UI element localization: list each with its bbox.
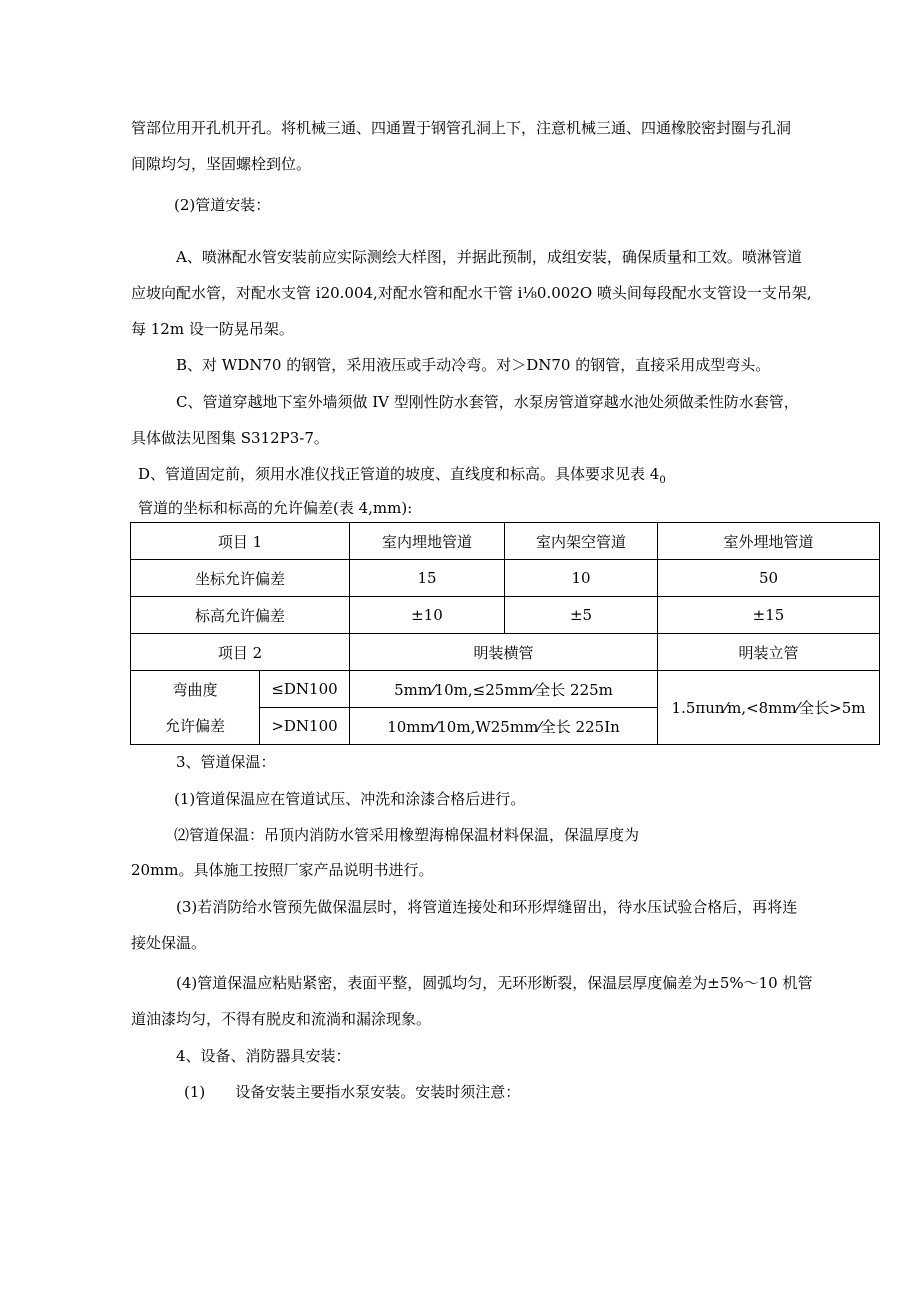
table-cell: 10mm⁄10m,W25mm⁄全长 225In [350,708,658,745]
table-cell: 50 [658,560,880,597]
table-cell: ±5 [505,597,658,634]
table-cell: ±15 [658,597,880,634]
table-header-cell: 项目 2 [131,634,350,671]
table-header-cell: 明装立管 [658,634,880,671]
paragraph-line: C、管道穿越地下室外墙须做 IV 型刚性防水套管，水泵房管道穿越水池处须做柔性防水套管， [176,393,799,411]
table-cell: 坐标允许偏差 [131,560,350,597]
table-row [131,560,880,597]
paragraph-line: B、对 WDN70 的钢管，采用液压或手动冷弯。对＞DN70 的钢管，直接采用成型弯头。 [176,356,771,374]
table-row [131,671,880,708]
paragraph-line: ⑵管道保温：吊顶内消防水管采用橡塑海棉保温材料保温，保温厚度为 [174,826,640,844]
table-row [131,597,880,634]
paragraph-line [184,1082,520,1102]
paragraph-line: 应坡向配水管，对配水支管 i20.004,对配水管和配水干管 i⅛0.002O 喷头间每段配水支管设一支吊架, [131,284,812,302]
bend-tolerance-label [131,671,260,745]
paragraph-line: (1)管道保温应在管道试压、冲洗和涂漆合格后进行。 [174,790,526,808]
paragraph-line: 每 12m 设一防晃吊架。 [131,320,294,338]
table-header-cell: 项目 1 [131,523,350,560]
line-text: D、管道固定前，须用水准仪找正管道的坡度、直线度和标高。具体要求见表 4 [138,465,660,483]
table-cell: 10 [505,560,658,597]
table-caption: 管道的坐标和标高的允许偏差(表 4,mm): [138,499,413,517]
paragraph-line: (4)管道保温应粘贴紧密，表面平整，圆弧均匀，无环形断裂，保温层厚度偏差为±5%～10 机管 [176,974,813,992]
paragraph-line: (3)若消防给水管预先做保温层时，将管道连接处和环形焊缝留出，待水压试验合格后，再将连 [176,898,798,916]
line-text: 设备安装主要指水泵安装。安装时须注意： [235,1083,521,1101]
list-number: (1) [184,1083,206,1101]
tolerance-table [130,522,880,745]
section-heading: 3、管道保温： [176,753,276,771]
table-cell: 1.5πun⁄m,<8mm⁄全长>5m [658,671,880,745]
paragraph-line: 道油漆均匀，不得有脱皮和流淌和漏涂现象。 [131,1010,432,1028]
paragraph-line: A、喷淋配水管安装前应实际测绘大样图，并据此预制，成组安装，确保质量和工效。喷淋管道 [176,248,802,266]
table-cell: ≤DN100 [260,671,350,708]
section-heading: 4、设备、消防器具安装： [176,1047,351,1065]
paragraph-line [138,464,666,491]
table-header-cell: 室外埋地管道 [658,523,880,560]
paragraph-line: 接处保温。 [131,934,207,952]
table-cell: 15 [350,560,505,597]
table-row [131,523,880,560]
table-row [131,634,880,671]
subscript: 0 [659,475,666,486]
paragraph-line: 间隙均匀，坚固螺栓到位。 [131,155,312,173]
table-cell: ±10 [350,597,505,634]
table-cell: 标高允许偏差 [131,597,350,634]
table-cell: >DN100 [260,708,350,745]
section-heading: (2)管道安装： [174,196,271,214]
label-line: 弯曲度 [172,680,218,699]
label-line: 允许偏差 [164,716,225,735]
paragraph-line: 具体做法见图集 S312P3-7。 [131,429,329,447]
paragraph-line: 20mm。具体施工按照厂家产品说明书进行。 [131,861,434,879]
paragraph-line: 管部位用开孔机开孔。将机械三通、四通置于钢管孔洞上下，注意机械三通、四通橡胶密封圈与孔洞 [131,119,792,137]
table-cell: 5mm⁄10m,≤25mm⁄全长 225m [350,671,658,708]
table-header-cell: 室内架空管道 [505,523,658,560]
table-header-cell: 明装横管 [350,634,658,671]
table-header-cell: 室内埋地管道 [350,523,505,560]
